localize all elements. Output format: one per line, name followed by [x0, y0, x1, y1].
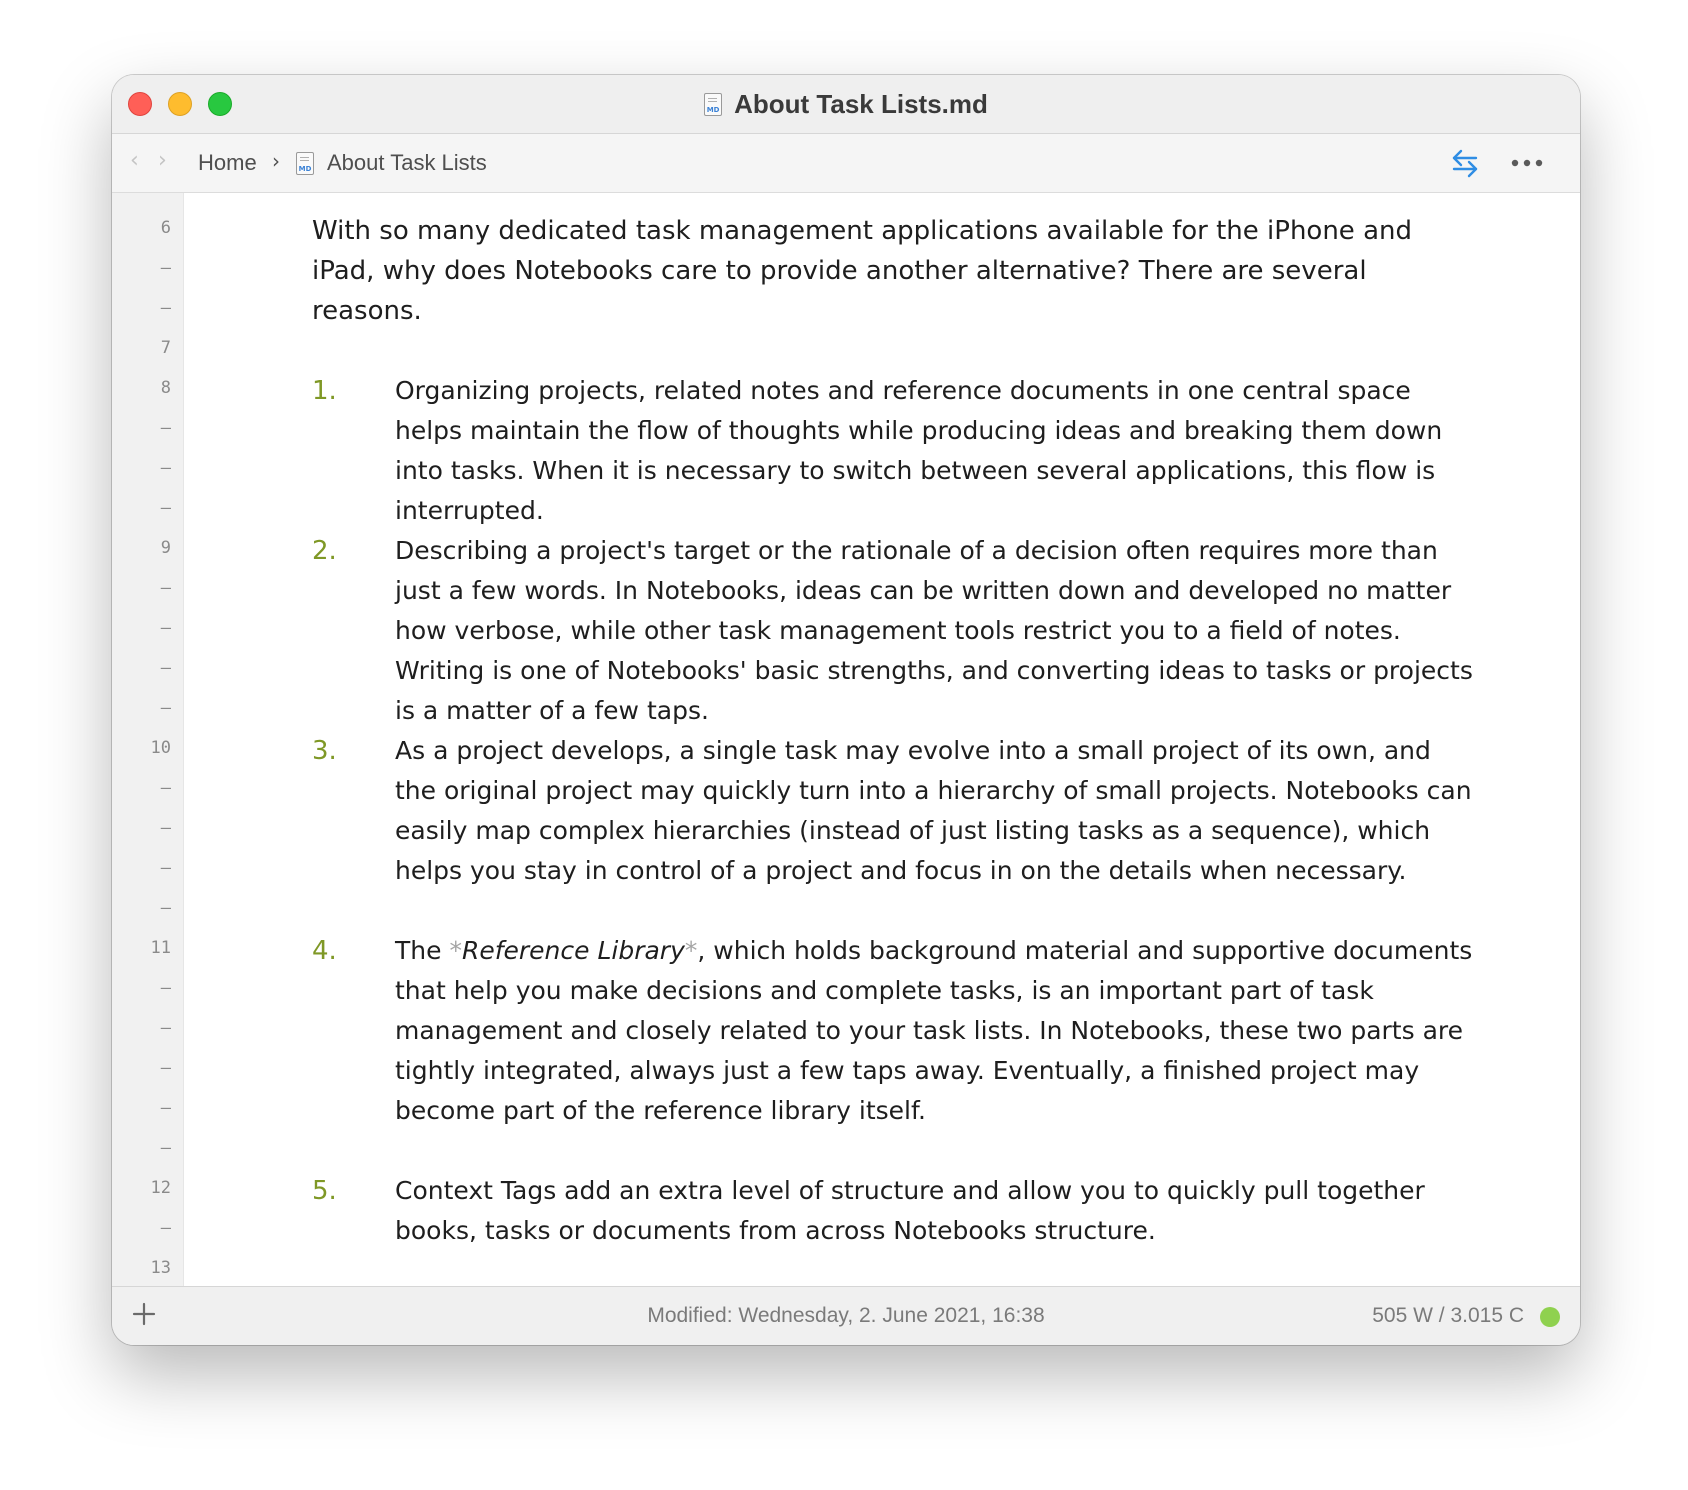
line-number: – — [160, 698, 171, 718]
list-item-text: Describing a project's target or the rationale of a decision often requires more than just a few words. In Notebooks, ideas can be written down and developed no matter how verbose, while other task management tools restrict you to a field of notes. Writing is one of Notebooks' basic strengths, and converting ideas to tasks or projects is a matter of a few taps. — [395, 536, 1473, 725]
breadcrumb-current-label: About Task Lists — [327, 150, 487, 175]
line-number: – — [160, 298, 171, 318]
list-item-number: 1. — [312, 376, 337, 406]
list-item-number: 5. — [312, 1176, 337, 1206]
swap-arrows-icon[interactable] — [1450, 148, 1480, 178]
line-number: – — [160, 978, 171, 998]
line-number: 8 — [160, 378, 171, 398]
line-number: 13 — [150, 1258, 171, 1278]
list-item-number: 3. — [312, 736, 337, 766]
breadcrumb-current[interactable] — [296, 134, 487, 192]
line-number: 11 — [150, 938, 171, 958]
list-item-number: 4. — [312, 936, 337, 966]
modified-date: Modified: Wednesday, 2. June 2021, 16:38 — [647, 1304, 1045, 1327]
intro-paragraph: With so many dedicated task management applications available for the iPhone and iPad, why does Notebooks care to provide another alternative? There are several reasons. — [312, 216, 1412, 326]
list-item-text: Context Tags add an extra level of structure and allow you to quickly pull together books, tasks or documents from across Notebooks structure. — [395, 1176, 1425, 1245]
emphasis-text: Reference Library — [461, 936, 685, 965]
line-number: – — [160, 778, 171, 798]
line-number: – — [160, 418, 171, 438]
markdown-editor[interactable] — [184, 193, 1580, 1286]
list-item-text-end: , which holds background material and supportive documents that help you make decisions and complete tasks, is an important part of task management and closely related to your task lists. In Notebooks, these two parts are tightly integrated, always just a few taps away. Eventually, a finished project may become part of the reference library itself. — [395, 936, 1473, 1125]
back-button[interactable]: ‹ — [130, 148, 139, 173]
line-number: 7 — [160, 338, 171, 358]
list-item-text — [395, 931, 1475, 1131]
line-number: – — [160, 258, 171, 278]
line-number: – — [160, 658, 171, 678]
window-title-group — [112, 75, 1580, 133]
app-window — [112, 75, 1580, 1345]
list-item-text: As a project develops, a single task may evolve into a small project of its own, and the original project may quickly turn into a hierarchy of small projects. Notebooks can easily map complex hierarchies (instead of just listing tasks as a sequence), which helps you stay in control of a project and focus in on the details when necessary. — [395, 736, 1472, 885]
line-number: – — [160, 898, 171, 918]
breadcrumb-home[interactable]: Home — [198, 150, 257, 175]
list-item-text-start: The — [395, 936, 450, 965]
window-title: About Task Lists.md — [734, 88, 988, 119]
list-item-number: 2. — [312, 536, 337, 566]
breadcrumb-separator: › — [272, 149, 280, 173]
line-number: – — [160, 458, 171, 478]
status-bar — [112, 1286, 1580, 1345]
line-number: 9 — [160, 538, 171, 558]
emphasis-marker: * — [449, 936, 462, 965]
list-item-text: Organizing projects, related notes and reference documents in one central space helps maintain the flow of thoughts while producing ideas and breaking them down into tasks. When it is necessary to switch between several applications, this flow is interrupted. — [395, 376, 1443, 525]
markdown-file-icon: MD — [704, 93, 722, 116]
forward-button[interactable]: › — [158, 148, 167, 173]
line-number: – — [160, 1018, 171, 1038]
toolbar — [112, 134, 1580, 193]
line-number-gutter — [112, 193, 184, 1286]
line-number: – — [160, 618, 171, 638]
line-number: – — [160, 818, 171, 838]
line-number: 12 — [150, 1178, 171, 1198]
line-number: – — [160, 1218, 171, 1238]
line-number: 6 — [160, 218, 171, 238]
line-number: – — [160, 498, 171, 518]
sync-status-icon — [1540, 1307, 1560, 1327]
line-number: – — [160, 578, 171, 598]
emphasis-marker: * — [684, 936, 698, 965]
line-number: – — [160, 1138, 171, 1158]
line-number: – — [160, 1058, 171, 1078]
word-char-count[interactable]: 505 W / 3.015 C — [1372, 1304, 1524, 1327]
title-bar — [112, 75, 1580, 134]
line-number: – — [160, 858, 171, 878]
markdown-file-icon: MD — [296, 152, 314, 175]
line-number: – — [160, 1098, 171, 1118]
line-number: 10 — [150, 738, 171, 758]
more-options-icon[interactable] — [1510, 158, 1544, 168]
